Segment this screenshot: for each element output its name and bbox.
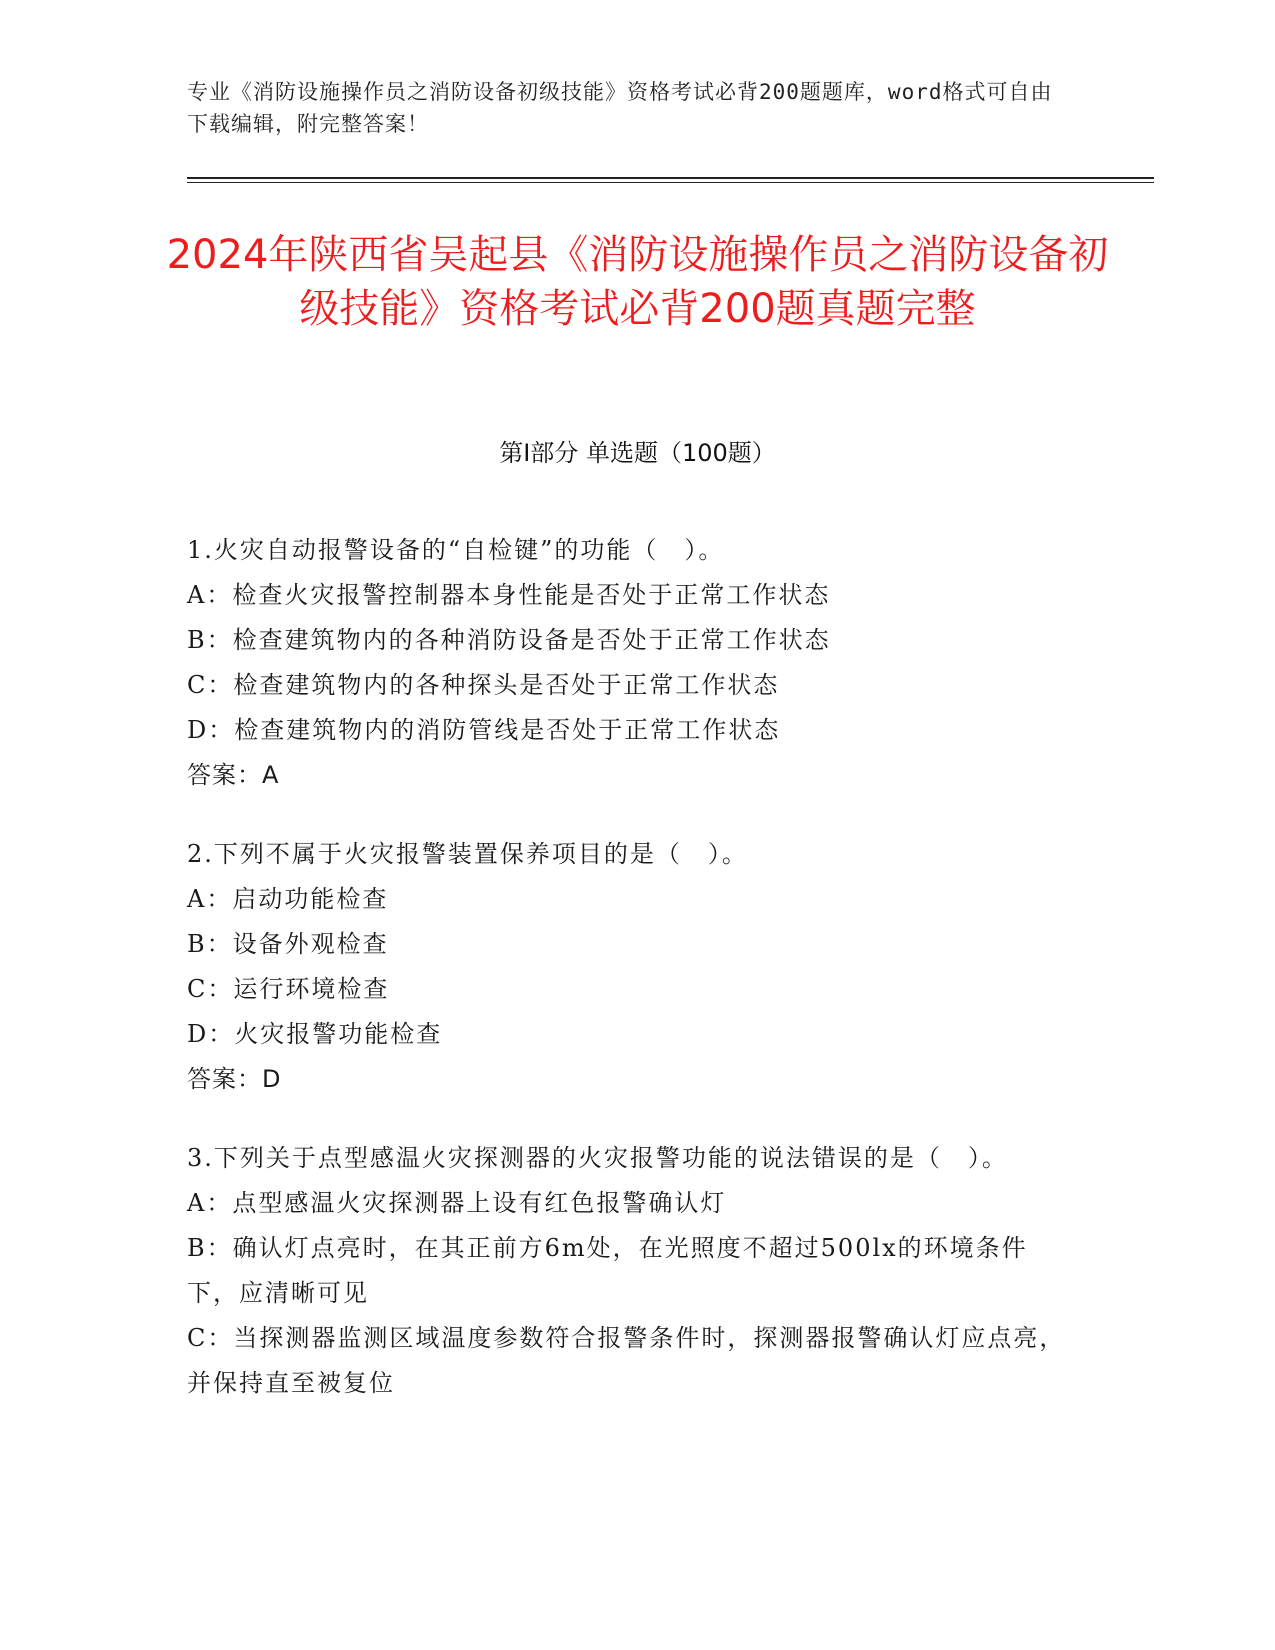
question-1 bbox=[187, 528, 1077, 798]
header-divider-thin bbox=[187, 182, 1154, 183]
question-stem: 2.下列不属于火灾报警装置保养项目的是（ ）。 bbox=[187, 840, 748, 868]
question-stem: 1.火灾自动报警设备的“自检键”的功能（ ）。 bbox=[187, 536, 725, 564]
option-b: B：检查建筑物内的各种消防设备是否处于正常工作状态 bbox=[187, 626, 831, 654]
document-title: 2024年陕西省吴起县《消防设施操作员之消防设备初级技能》资格考试必背200题真题完整 bbox=[166, 232, 1109, 332]
question-list bbox=[187, 528, 1077, 1440]
question-stem: 3.下列关于点型感温火灾探测器的火灾报警功能的说法错误的是（ ）。 bbox=[187, 1144, 1008, 1172]
answer: 答案：D bbox=[187, 1065, 282, 1093]
option-b: B：设备外观检查 bbox=[187, 930, 389, 958]
option-d: D：火灾报警功能检查 bbox=[187, 1020, 443, 1048]
option-a: A：点型感温火灾探测器上设有红色报警确认灯 bbox=[187, 1189, 727, 1217]
header-note: 专业《消防设施操作员之消防设备初级技能》资格考试必背200题题库，word格式可自由下载编辑，附完整答案！ bbox=[187, 80, 1053, 136]
option-c: C：检查建筑物内的各种探头是否处于正常工作状态 bbox=[187, 671, 780, 699]
option-b: B：确认灯点亮时，在其正前方6m处，在光照度不超过500lx的环境条件下，应清晰可见 bbox=[187, 1234, 1028, 1307]
answer: 答案：A bbox=[187, 761, 280, 789]
section-title: 第I部分 单选题（100题） bbox=[499, 439, 776, 467]
question-2 bbox=[187, 832, 1077, 1102]
option-c: C：当探测器监测区域温度参数符合报警条件时，探测器报警确认灯应点亮，并保持直至被复位 bbox=[187, 1324, 1066, 1397]
option-c: C：运行环境检查 bbox=[187, 975, 390, 1003]
option-a: A：启动功能检查 bbox=[187, 885, 389, 913]
option-d: D：检查建筑物内的消防管线是否处于正常工作状态 bbox=[187, 716, 781, 744]
option-a: A：检查火灾报警控制器本身性能是否处于正常工作状态 bbox=[187, 581, 831, 609]
header-divider-thick bbox=[187, 177, 1154, 179]
question-3 bbox=[187, 1136, 1077, 1406]
